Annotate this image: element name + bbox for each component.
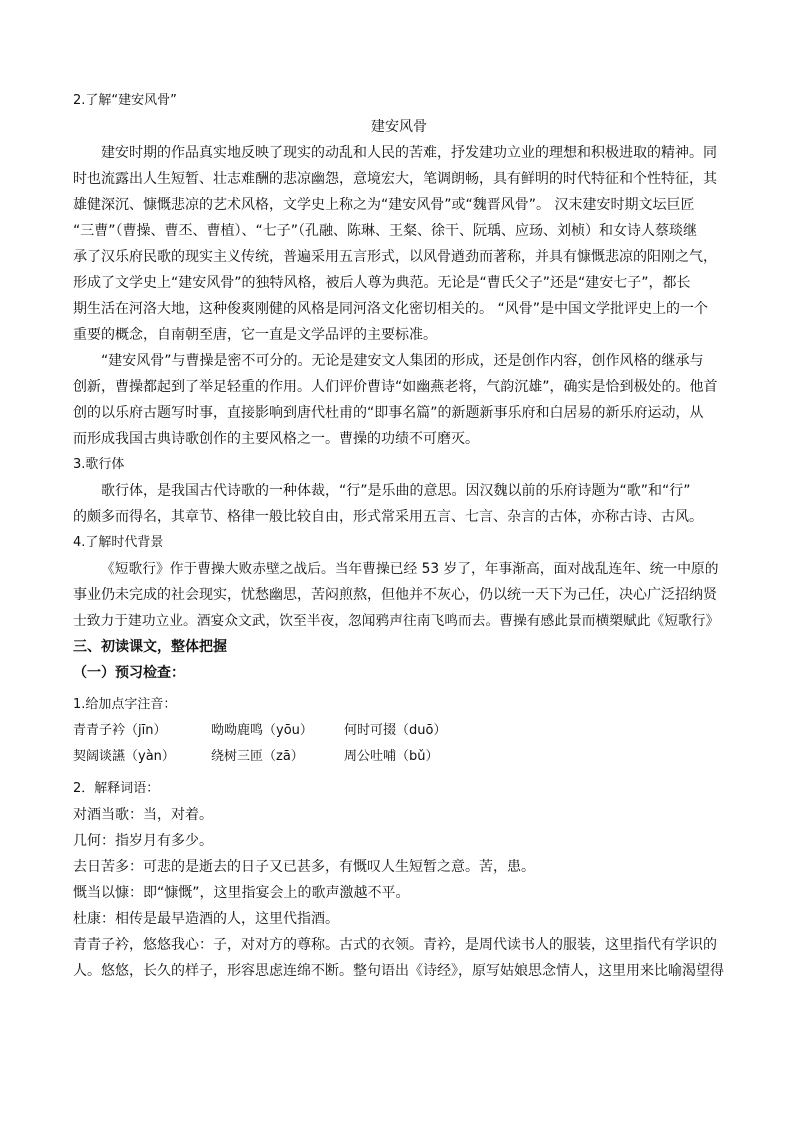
subheading-preview-check: （一）预习检查：	[73, 665, 185, 681]
section-heading-reading: 三、初读课文，整体把握	[73, 639, 227, 655]
text-line: 《短歌行》作于曹操大败赤壁之战后。当年曹操已经 53 岁了，年事渐高，面对战乱连年、统一中原的	[101, 561, 719, 577]
text-line: 期生活在河洛大地，这种俊爽刚健的风格是同河洛文化密切相关的。 “风骨”是中国文学批评史上的一个	[73, 301, 708, 317]
vocab-item: 去日苦多：可悲的是逝去的日子又已甚多，有慨叹人生短暂之意。苦，患。	[73, 859, 535, 875]
paragraph-genre	[73, 478, 725, 530]
vocab-list	[73, 802, 725, 984]
pinyin-item: 呦呦鹿鸣（yōu）	[211, 723, 313, 738]
paragraph-jianan-1	[73, 140, 725, 348]
pinyin-item: 周公吐哺（bǔ）	[344, 749, 439, 764]
text-line: 承了汉乐府民歌的现实主义传统，普遍采用五言形式，以风骨遒劲而著称，并具有慷慨悲凉的阳刚之气，	[73, 249, 717, 265]
section-heading-background: 4.了解时代背景	[73, 535, 164, 550]
text-line: 事业仍未完成的社会现实，忧愁幽思，苦闷煎熬，但他并不灰心，仍以统一天下为己任，决心广泛招纳贤	[73, 587, 717, 603]
section-heading-genre: 3.歌行体	[73, 457, 125, 472]
paragraph-background	[73, 556, 725, 634]
text-line: 雄健深沉、慷慨悲凉的艺术风格，文学史上称之为“建安风骨”或“魏晋风骨”。 汉末建安时期文坛巨匠	[73, 197, 695, 213]
text-line: 时也流露出人生短暂、壮志难酬的悲凉幽怨，意境宏大，笔调朗畅，具有鲜明的时代特征和个性特征，其	[73, 171, 717, 187]
text-line: 形成了文学史上“建安风骨”的独特风格，被后人尊为典范。无论是“曹氏父子”还是“建安七子”，都长	[73, 275, 691, 291]
text-line: 而形成我国古典诗歌创作的主要风格之一。曹操的功绩不可磨灭。	[73, 431, 479, 447]
pinyin-row	[73, 744, 725, 770]
text-line: “建安风骨”与曹操是密不可分的。无论是建安文人集团的形成，还是创作内容，创作风格的继承与	[101, 353, 704, 369]
vocab-item: 杜康：相传是最早造酒的人，这里代指酒。	[73, 911, 339, 927]
pinyin-item: 青青子衿（jīn）	[73, 723, 167, 738]
pinyin-item: 何时可掇（duō）	[344, 723, 447, 738]
text-line: 的颇多而得名，其章节、格律一般比较自由，形式常采用五言、七言、杂言的古体，亦称古诗、古风。	[73, 509, 703, 525]
document-page	[73, 88, 725, 984]
vocab-heading: 2．解释词语：	[73, 781, 160, 796]
article-title: 建安风骨	[371, 119, 427, 135]
section-heading-jianan: 2.了解“建安风骨”	[73, 93, 177, 108]
text-line: 歌行体，是我国古代诗歌的一种体裁，“行”是乐曲的意思。因汉魏以前的乐府诗题为“歌”和“行”	[101, 483, 691, 499]
vocab-item: 对酒当歌：当，对着。	[73, 807, 213, 823]
vocab-item: 慨当以慷：即“慷慨”，这里指宴会上的歌声激越不平。	[73, 885, 410, 901]
text-line: 创新，曹操都起到了举足轻重的作用。人们评价曹诗“如幽燕老将，气韵沉雄”，确实是恰到极处的。他首	[73, 379, 718, 395]
pinyin-item: 绕树三匝（zā）	[211, 749, 304, 764]
pinyin-heading: 1.给加点字注音：	[73, 697, 177, 712]
text-line: “三曹”（曹操、曹丕、曹植）、“七子”（孔融、陈琳、王粲、徐干、阮瑀、应玚、刘桢）和女诗人蔡琰继	[73, 223, 698, 239]
text-line: 重要的概念，自南朝至唐，它一直是文学品评的主要标准。	[73, 327, 437, 343]
pinyin-row	[73, 718, 725, 744]
text-line: 士致力于建功立业。酒宴众文武，饮至半夜，忽闻鸦声往南飞鸣而去。曹操有感此景而横槊赋此《短歌行》	[73, 613, 720, 629]
text-line: 建安时期的作品真实地反映了现实的动乱和人民的苦难，抒发建功立业的理想和积极进取的精神。同	[101, 145, 717, 161]
vocab-item: 人。悠悠，长久的样子，形容思虑连绵不断。整句语出《诗经》，原写姑娘思念情人，这里用来比喻渴望得	[73, 963, 724, 979]
text-line: 创的以乐府古题写时事，直接影响到唐代杜甫的“即事名篇”的新题新事乐府和白居易的新乐府运动，从	[73, 405, 704, 421]
vocab-item: 几何：指岁月有多少。	[73, 833, 213, 849]
pinyin-item: 契阔谈讌（yàn）	[73, 749, 175, 764]
vocab-item: 青青子衿，悠悠我心：子，对对方的尊称。古式的衣领。青衿，是周代读书人的服装，这里指代有学识的	[73, 937, 717, 953]
paragraph-jianan-2	[73, 348, 725, 452]
